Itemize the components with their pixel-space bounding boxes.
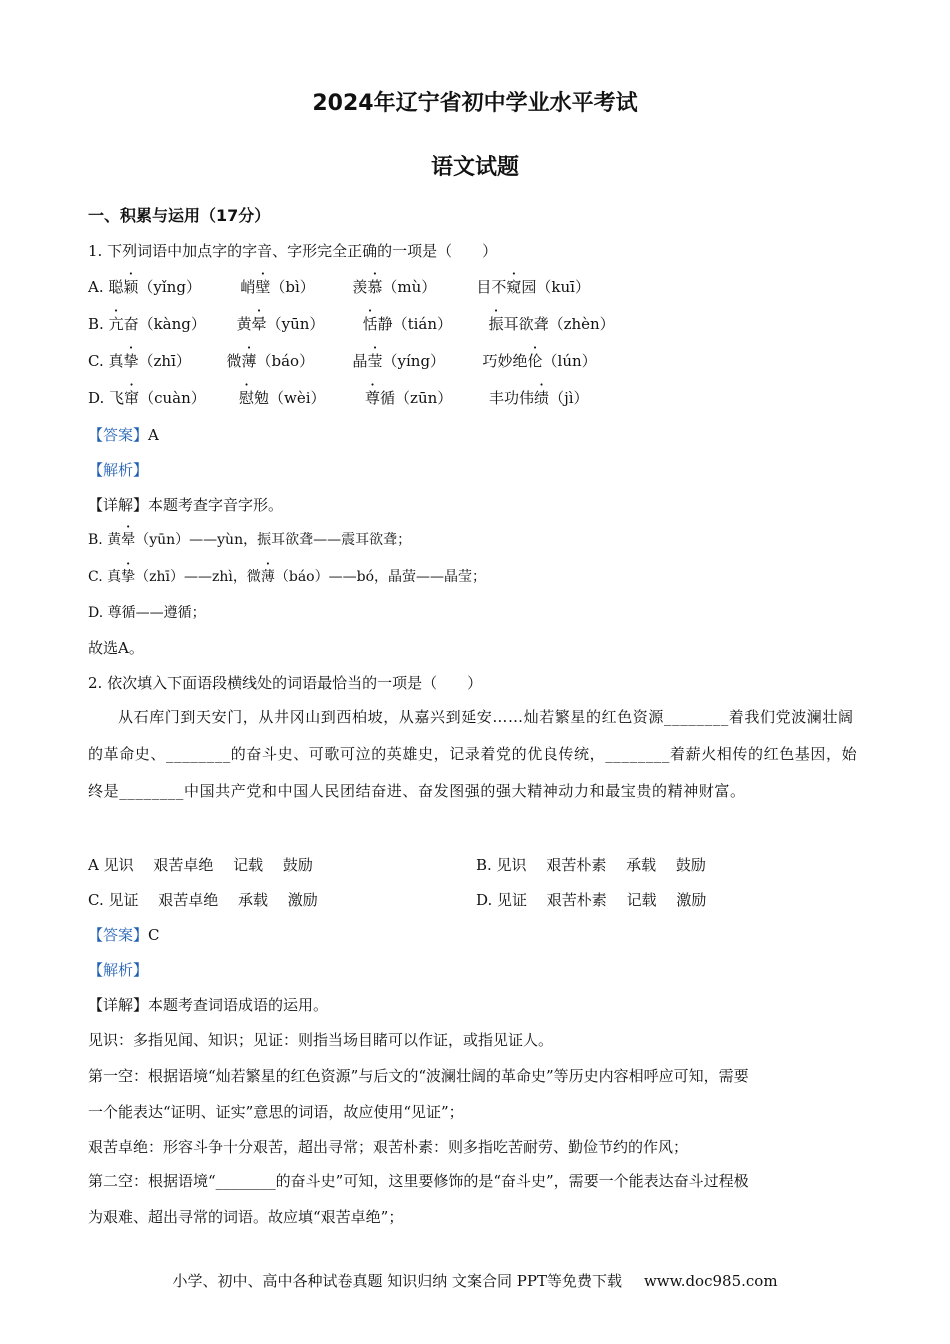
detail-tag: 【详解】	[88, 496, 149, 514]
answer-tag: 【答案】	[88, 926, 149, 944]
q2-line-6: 为艰难、超出寻常的词语。故应填“艰苦卓绝”；	[88, 1208, 404, 1226]
option-item: 飞窜（cuàn）	[109, 389, 206, 407]
footer-text: 小学、初中、高中各种试卷真题 知识归纳 文案合同 PPT等免费下载	[172, 1272, 622, 1290]
q1-explain-c: C. 真挚（zhī）——zhì，微薄（báo）——bó，晶萤——晶莹；	[88, 569, 487, 585]
option-item: 慰勉（wèi）	[239, 389, 326, 407]
option-item: 恬静（tián）	[362, 315, 453, 333]
q1-option-d	[88, 388, 589, 408]
q1-detail	[88, 495, 283, 515]
q2-stem: 2. 依次填入下面语段横线处的词语最恰当的一项是（ ）	[88, 674, 483, 692]
q2-passage: 从石库门到天安门，从井冈山到西柏坡，从嘉兴到延安……灿若繁星的红色资源________着我们党波澜壮阔的革命史、________的奋斗史、可歌可泣的英雄史，记录着党的优良传统，________着薪火相传的红色基因，始终是________中国共产党和中国人民团结奋进、奋发图强的强大精神动力和最宝贵的精神财富。	[88, 708, 858, 800]
q1-explain-d: D. 尊循——遵循；	[88, 605, 206, 621]
section-heading: 一、积累与运用（17分）	[88, 206, 271, 225]
q2-line-5: 第二空：根据语境“________的奋斗史”可知，这里要修饰的是“奋斗史”，需要一个能表达奋斗过程极	[88, 1172, 749, 1190]
q1-analysis-tag: 【解析】	[88, 461, 149, 479]
option-item: 羡慕（mù）	[352, 278, 437, 296]
q1-explain-b: B. 黄晕（yūn）——yùn，振耳欲聋——震耳欲聋；	[88, 532, 412, 548]
option-item: 聪颖（yǐng）	[108, 278, 201, 296]
option-item: 丰功伟绩（jì）	[489, 389, 589, 407]
footer-link[interactable]: www.doc985.com	[643, 1272, 778, 1290]
answer-value: C	[148, 926, 160, 944]
q1-option-c	[88, 351, 597, 371]
option-item: 微薄（báo）	[226, 352, 315, 370]
q2-line-4: 艰苦卓绝：形容斗争十分艰苦，超出寻常；艰苦朴素：则多指吃苦耐劳、勤俭节约的作风；	[88, 1138, 689, 1156]
q1-option-a	[88, 277, 590, 297]
page-title: 2024年辽宁省初中学业水平考试	[312, 91, 638, 116]
detail-text: 本题考查字音字形。	[148, 496, 284, 514]
q2-line-3: 一个能表达“证明、证实”意思的词语，故应使用“见证”；	[88, 1103, 464, 1121]
option-item: 巧妙绝伦（lún）	[482, 352, 597, 370]
q2-line-2: 第一空：根据语境“灿若繁星的红色资源”与后文的“波澜壮阔的革命史”等历史内容相呼应可知，需要	[88, 1067, 749, 1085]
option-label: A.	[88, 278, 109, 296]
option-item: 振耳欲聋（zhèn）	[488, 315, 615, 333]
q2-option-a: A 见识 艰苦卓绝 记载 鼓励	[88, 856, 313, 874]
detail-text: 本题考查词语成语的运用。	[148, 996, 329, 1014]
q2-analysis-tag: 【解析】	[88, 961, 149, 979]
option-label: C.	[88, 352, 109, 370]
option-item: 峭壁（bì）	[240, 278, 315, 296]
answer-value: A	[148, 426, 159, 444]
q2-option-c: C. 见证 艰苦卓绝 承载 激励	[88, 891, 318, 909]
answer-tag: 【答案】	[88, 426, 149, 444]
option-item: 目不窥园（kuī）	[476, 278, 590, 296]
q2-option-b: B. 见识 艰苦朴素 承载 鼓励	[476, 856, 706, 874]
option-item: 黄晕（yūn）	[236, 315, 325, 333]
q1-option-b	[88, 314, 615, 334]
q2-line-1: 见识：多指见闻、知识；见证：则指当场目睹可以作证，或指见证人。	[88, 1031, 554, 1049]
page-subtitle: 语文试题	[430, 155, 519, 180]
option-label: B.	[88, 315, 109, 333]
option-item: 亢奋（kàng）	[108, 315, 206, 333]
option-label: D.	[88, 389, 110, 407]
q1-stem: 1. 下列词语中加点字的字音、字形完全正确的一项是（ ）	[88, 242, 498, 260]
q2-detail	[88, 995, 328, 1015]
option-item: 真挚（zhī）	[108, 352, 191, 370]
option-item: 尊循（zūn）	[365, 389, 453, 407]
q2-answer	[88, 925, 160, 945]
option-item: 晶莹（yíng）	[352, 352, 446, 370]
page-footer	[0, 1270, 950, 1291]
q2-option-d: D. 见证 艰苦朴素 记载 激励	[476, 891, 707, 909]
q1-answer	[88, 425, 159, 445]
q1-conclusion: 故选A。	[88, 639, 144, 657]
detail-tag: 【详解】	[88, 996, 149, 1014]
